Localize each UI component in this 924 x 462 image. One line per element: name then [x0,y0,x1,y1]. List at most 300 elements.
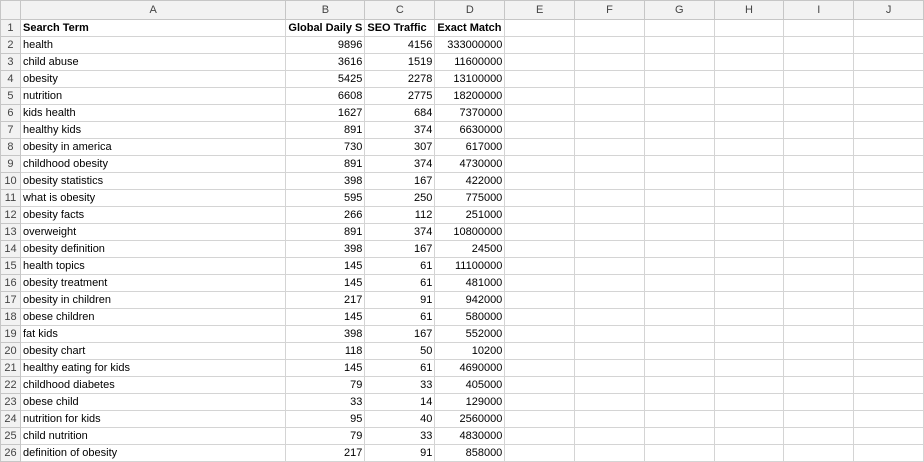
cell-search-term[interactable]: overweight [20,224,285,241]
cell[interactable] [644,122,714,139]
cell[interactable] [644,224,714,241]
cell-seo-traffic[interactable]: 40 [365,411,435,428]
header-cell-global-daily[interactable]: Global Daily S [286,20,365,37]
row-header[interactable]: 18 [1,309,21,326]
cell[interactable] [714,207,784,224]
column-header[interactable]: F [575,1,645,20]
cell[interactable] [644,37,714,54]
row-header[interactable]: 24 [1,411,21,428]
row-header[interactable]: 6 [1,105,21,122]
cell[interactable] [575,105,645,122]
cell[interactable] [575,326,645,343]
cell-global-daily[interactable]: 33 [286,394,365,411]
cell[interactable] [575,88,645,105]
cell[interactable] [854,428,924,445]
cell[interactable] [784,394,854,411]
cell-global-daily[interactable]: 217 [286,292,365,309]
cell-global-daily[interactable]: 145 [286,275,365,292]
cell[interactable] [575,309,645,326]
cell-global-daily[interactable]: 145 [286,309,365,326]
cell[interactable] [854,173,924,190]
cell[interactable] [505,258,575,275]
cell-global-daily[interactable]: 1627 [286,105,365,122]
cell-global-daily[interactable]: 6608 [286,88,365,105]
cell[interactable] [575,173,645,190]
row-header[interactable]: 5 [1,88,21,105]
row-header[interactable]: 3 [1,54,21,71]
cell-search-term[interactable]: kids health [20,105,285,122]
cell[interactable] [644,241,714,258]
cell-seo-traffic[interactable]: 167 [365,173,435,190]
cell[interactable] [784,173,854,190]
cell[interactable] [505,139,575,156]
cell-exact-match[interactable]: 580000 [435,309,505,326]
cell-exact-match[interactable]: 481000 [435,275,505,292]
cell[interactable] [505,190,575,207]
row-header[interactable]: 11 [1,190,21,207]
cell[interactable] [854,139,924,156]
cell-search-term[interactable]: healthy eating for kids [20,360,285,377]
cell-exact-match[interactable]: 552000 [435,326,505,343]
cell-search-term[interactable]: obesity treatment [20,275,285,292]
cell-exact-match[interactable]: 4730000 [435,156,505,173]
column-header[interactable]: C [365,1,435,20]
row-header[interactable]: 22 [1,377,21,394]
cell[interactable] [575,343,645,360]
table-row [1,428,924,445]
cell-search-term[interactable]: obese child [20,394,285,411]
cell[interactable] [505,241,575,258]
table-row [1,139,924,156]
cell[interactable] [644,54,714,71]
cell[interactable] [784,139,854,156]
cell[interactable] [854,411,924,428]
cell-search-term[interactable]: nutrition for kids [20,411,285,428]
cell[interactable] [854,156,924,173]
cell[interactable] [644,428,714,445]
cell-seo-traffic[interactable]: 33 [365,377,435,394]
cell[interactable] [854,71,924,88]
cell[interactable] [854,207,924,224]
cell[interactable] [575,190,645,207]
cell[interactable] [854,54,924,71]
cell[interactable] [575,20,645,37]
cell-global-daily[interactable]: 79 [286,428,365,445]
column-header[interactable]: B [286,1,365,20]
cell-seo-traffic[interactable]: 167 [365,241,435,258]
cell[interactable] [644,71,714,88]
cell[interactable] [505,309,575,326]
cell[interactable] [854,377,924,394]
cell-global-daily[interactable]: 398 [286,326,365,343]
cell-global-daily[interactable]: 79 [286,377,365,394]
cell[interactable] [714,20,784,37]
cell-global-daily[interactable]: 891 [286,122,365,139]
cell[interactable] [575,122,645,139]
cell-global-daily[interactable]: 9896 [286,37,365,54]
row-header[interactable]: 23 [1,394,21,411]
cell[interactable] [644,173,714,190]
cell-seo-traffic[interactable]: 1519 [365,54,435,71]
cell-search-term[interactable]: obesity chart [20,343,285,360]
cell[interactable] [784,54,854,71]
cell[interactable] [644,88,714,105]
cell[interactable] [714,190,784,207]
cell[interactable] [854,20,924,37]
header-cell-exact-match[interactable]: Exact Match [435,20,505,37]
cell[interactable] [714,54,784,71]
row-header[interactable]: 15 [1,258,21,275]
cell[interactable] [644,292,714,309]
cell-exact-match[interactable]: 858000 [435,445,505,462]
cell[interactable] [644,156,714,173]
cell[interactable] [784,224,854,241]
cell[interactable] [644,394,714,411]
cell[interactable] [854,122,924,139]
cell[interactable] [505,275,575,292]
cell[interactable] [784,122,854,139]
cell-global-daily[interactable]: 891 [286,224,365,241]
cell[interactable] [714,173,784,190]
cell-global-daily[interactable]: 118 [286,343,365,360]
cell[interactable] [714,275,784,292]
cell[interactable] [784,343,854,360]
column-header[interactable]: H [714,1,784,20]
cell[interactable] [714,122,784,139]
cell-exact-match[interactable]: 617000 [435,139,505,156]
cell[interactable] [714,88,784,105]
cell[interactable] [575,139,645,156]
cell[interactable] [644,411,714,428]
cell-global-daily[interactable]: 217 [286,445,365,462]
cell[interactable] [505,411,575,428]
column-header[interactable]: J [854,1,924,20]
cell[interactable] [714,241,784,258]
cell[interactable] [575,37,645,54]
cell-search-term[interactable]: health [20,37,285,54]
cell[interactable] [784,258,854,275]
cell[interactable] [714,360,784,377]
cell[interactable] [784,156,854,173]
cell-seo-traffic[interactable]: 61 [365,275,435,292]
cell[interactable] [505,20,575,37]
cell-seo-traffic[interactable]: 684 [365,105,435,122]
cell-exact-match[interactable]: 251000 [435,207,505,224]
cell-seo-traffic[interactable]: 2775 [365,88,435,105]
cell[interactable] [854,394,924,411]
cell[interactable] [575,377,645,394]
cell-seo-traffic[interactable]: 374 [365,224,435,241]
row-header[interactable]: 12 [1,207,21,224]
cell[interactable] [505,156,575,173]
cell-seo-traffic[interactable]: 33 [365,428,435,445]
cell[interactable] [644,105,714,122]
header-cell-seo-traffic[interactable]: SEO Traffic [365,20,435,37]
cell-search-term[interactable]: health topics [20,258,285,275]
cell-search-term[interactable]: nutrition [20,88,285,105]
cell[interactable] [854,190,924,207]
cell-search-term[interactable]: obesity definition [20,241,285,258]
cell[interactable] [714,309,784,326]
cell[interactable] [784,360,854,377]
cell-exact-match[interactable]: 7370000 [435,105,505,122]
cell-global-daily[interactable]: 891 [286,156,365,173]
cell[interactable] [714,156,784,173]
cell-global-daily[interactable]: 398 [286,173,365,190]
cell[interactable] [714,258,784,275]
cell[interactable] [575,275,645,292]
cell[interactable] [784,207,854,224]
row-header[interactable]: 25 [1,428,21,445]
cell[interactable] [505,122,575,139]
cell[interactable] [714,71,784,88]
cell[interactable] [505,428,575,445]
cell-seo-traffic[interactable]: 374 [365,122,435,139]
cell[interactable] [575,428,645,445]
cell[interactable] [714,394,784,411]
cell-exact-match[interactable]: 6630000 [435,122,505,139]
row-header[interactable]: 26 [1,445,21,462]
cell-global-daily[interactable]: 95 [286,411,365,428]
cell-exact-match[interactable]: 405000 [435,377,505,394]
cell-exact-match[interactable]: 4830000 [435,428,505,445]
cell-exact-match[interactable]: 11100000 [435,258,505,275]
cell[interactable] [784,241,854,258]
cell-exact-match[interactable]: 11600000 [435,54,505,71]
cell[interactable] [505,377,575,394]
cell[interactable] [784,377,854,394]
cell-seo-traffic[interactable]: 250 [365,190,435,207]
cell[interactable] [784,105,854,122]
cell[interactable] [714,445,784,462]
cell-exact-match[interactable]: 13100000 [435,71,505,88]
row-header[interactable]: 9 [1,156,21,173]
cell[interactable] [854,343,924,360]
cell-seo-traffic[interactable]: 50 [365,343,435,360]
cell[interactable] [575,156,645,173]
column-header[interactable]: A [20,1,285,20]
cell[interactable] [575,71,645,88]
cell-seo-traffic[interactable]: 91 [365,292,435,309]
cell[interactable] [505,394,575,411]
cell[interactable] [714,377,784,394]
cell[interactable] [575,445,645,462]
row-header[interactable]: 8 [1,139,21,156]
cell-exact-match[interactable]: 4690000 [435,360,505,377]
cell-search-term[interactable]: childhood diabetes [20,377,285,394]
cell-global-daily[interactable]: 145 [286,258,365,275]
cell[interactable] [505,105,575,122]
cell[interactable] [714,343,784,360]
cell[interactable] [714,428,784,445]
cell[interactable] [644,360,714,377]
cell-search-term[interactable]: obesity statistics [20,173,285,190]
cell[interactable] [854,292,924,309]
cell[interactable] [644,343,714,360]
row-header[interactable]: 21 [1,360,21,377]
column-header[interactable]: I [784,1,854,20]
column-header[interactable]: G [644,1,714,20]
cell-global-daily[interactable]: 145 [286,360,365,377]
row-header[interactable]: 17 [1,292,21,309]
table-row [1,71,924,88]
cell-search-term[interactable]: child nutrition [20,428,285,445]
cell-seo-traffic[interactable]: 112 [365,207,435,224]
cell[interactable] [714,105,784,122]
cell[interactable] [784,190,854,207]
cell[interactable] [854,37,924,54]
header-cell-search-term[interactable]: Search Term [20,20,285,37]
cell[interactable] [644,377,714,394]
cell[interactable] [505,445,575,462]
cell[interactable] [784,309,854,326]
cell[interactable] [784,37,854,54]
cell[interactable] [854,445,924,462]
cell-exact-match[interactable]: 24500 [435,241,505,258]
cell[interactable] [854,224,924,241]
cell-seo-traffic[interactable]: 14 [365,394,435,411]
cell-search-term[interactable]: fat kids [20,326,285,343]
cell[interactable] [854,326,924,343]
cell[interactable] [505,71,575,88]
cell[interactable] [644,275,714,292]
cell[interactable] [714,139,784,156]
select-all-corner[interactable] [1,1,21,20]
cell[interactable] [575,54,645,71]
cell[interactable] [575,411,645,428]
row-header[interactable]: 1 [1,20,21,37]
cell-seo-traffic[interactable]: 61 [365,360,435,377]
cell[interactable] [854,241,924,258]
cell-seo-traffic[interactable]: 374 [365,156,435,173]
row-header[interactable]: 7 [1,122,21,139]
cell-exact-match[interactable]: 775000 [435,190,505,207]
cell[interactable] [854,360,924,377]
cell[interactable] [505,343,575,360]
cell[interactable] [784,326,854,343]
column-header[interactable]: E [505,1,575,20]
cell[interactable] [714,292,784,309]
cell[interactable] [784,88,854,105]
cell[interactable] [644,445,714,462]
cell[interactable] [784,275,854,292]
cell[interactable] [505,88,575,105]
cell[interactable] [784,445,854,462]
cell[interactable] [575,241,645,258]
row-header[interactable]: 16 [1,275,21,292]
row-header[interactable]: 20 [1,343,21,360]
cell-global-daily[interactable]: 730 [286,139,365,156]
cell[interactable] [644,309,714,326]
cell[interactable] [505,54,575,71]
column-header[interactable]: D [435,1,505,20]
cell[interactable] [714,37,784,54]
cell-seo-traffic[interactable]: 61 [365,309,435,326]
row-header[interactable]: 2 [1,37,21,54]
cell[interactable] [714,411,784,428]
cell[interactable] [644,326,714,343]
cell-search-term[interactable]: definition of obesity [20,445,285,462]
cell-seo-traffic[interactable]: 91 [365,445,435,462]
cell[interactable] [784,411,854,428]
cell-seo-traffic[interactable]: 167 [365,326,435,343]
cell-exact-match[interactable]: 333000000 [435,37,505,54]
cell[interactable] [644,258,714,275]
cell-search-term[interactable]: healthy kids [20,122,285,139]
cell[interactable] [575,258,645,275]
row-header[interactable]: 4 [1,71,21,88]
cell-exact-match[interactable]: 10200 [435,343,505,360]
cell[interactable] [505,326,575,343]
cell[interactable] [505,37,575,54]
row-header[interactable]: 14 [1,241,21,258]
cell[interactable] [784,428,854,445]
row-header[interactable]: 13 [1,224,21,241]
cell-exact-match[interactable]: 18200000 [435,88,505,105]
cell-global-daily[interactable]: 398 [286,241,365,258]
cell-seo-traffic[interactable]: 4156 [365,37,435,54]
cell[interactable] [575,224,645,241]
cell[interactable] [505,292,575,309]
cell[interactable] [854,258,924,275]
cell-search-term[interactable]: obesity in america [20,139,285,156]
cell[interactable] [714,326,784,343]
row-header[interactable]: 10 [1,173,21,190]
cell-exact-match[interactable]: 129000 [435,394,505,411]
cell-global-daily[interactable]: 3616 [286,54,365,71]
cell[interactable] [575,394,645,411]
cell[interactable] [505,207,575,224]
cell[interactable] [505,360,575,377]
cell[interactable] [644,207,714,224]
cell[interactable] [575,207,645,224]
cell-exact-match[interactable]: 10800000 [435,224,505,241]
cell[interactable] [714,224,784,241]
cell-seo-traffic[interactable]: 61 [365,258,435,275]
cell-search-term[interactable]: obesity facts [20,207,285,224]
cell[interactable] [854,88,924,105]
cell-seo-traffic[interactable]: 2278 [365,71,435,88]
cell-global-daily[interactable]: 5425 [286,71,365,88]
cell-global-daily[interactable]: 595 [286,190,365,207]
cell-search-term[interactable]: what is obesity [20,190,285,207]
cell[interactable] [505,173,575,190]
cell[interactable] [854,309,924,326]
cell-exact-match[interactable]: 422000 [435,173,505,190]
cell-seo-traffic[interactable]: 307 [365,139,435,156]
cell-search-term[interactable]: obese children [20,309,285,326]
cell[interactable] [575,360,645,377]
cell[interactable] [854,275,924,292]
cell-exact-match[interactable]: 2560000 [435,411,505,428]
cell[interactable] [644,190,714,207]
cell-global-daily[interactable]: 266 [286,207,365,224]
cell[interactable] [784,20,854,37]
cell-search-term[interactable]: childhood obesity [20,156,285,173]
cell[interactable] [505,224,575,241]
row-header[interactable]: 19 [1,326,21,343]
cell[interactable] [644,139,714,156]
cell[interactable] [784,292,854,309]
cell-search-term[interactable]: obesity in children [20,292,285,309]
cell[interactable] [575,292,645,309]
cell-exact-match[interactable]: 942000 [435,292,505,309]
cell-search-term[interactable]: child abuse [20,54,285,71]
cell-search-term[interactable]: obesity [20,71,285,88]
cell[interactable] [784,71,854,88]
cell[interactable] [644,20,714,37]
cell[interactable] [854,105,924,122]
